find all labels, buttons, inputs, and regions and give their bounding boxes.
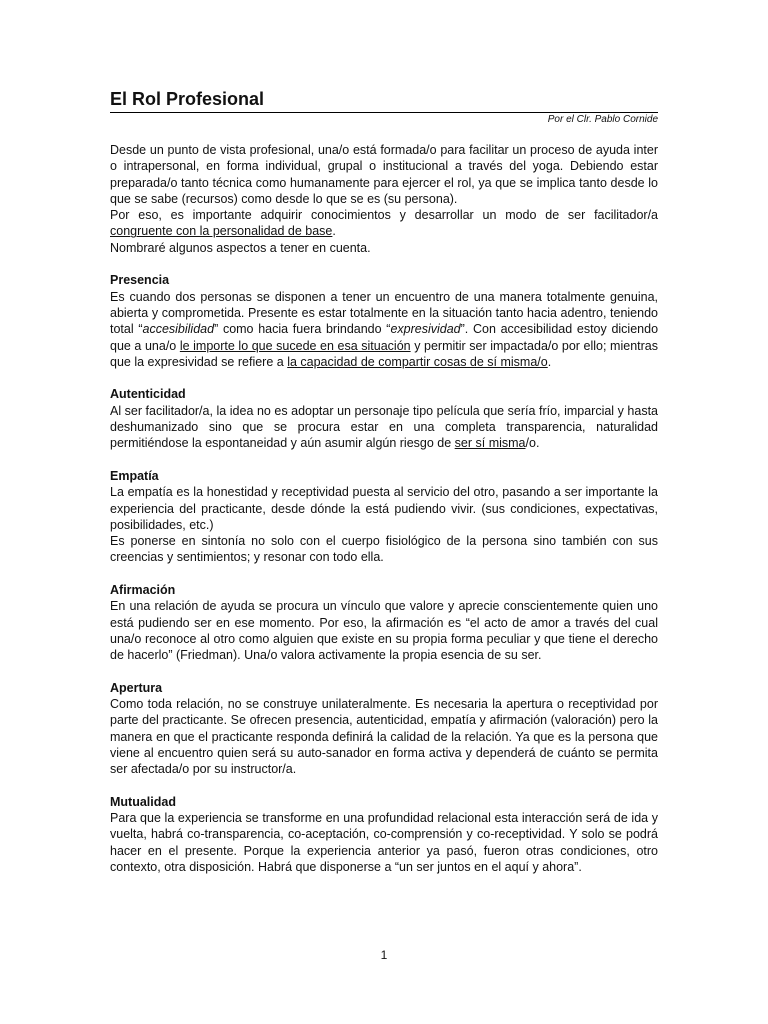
presencia-italic-2: expresividad (390, 322, 461, 337)
section-heading-presencia: Presencia (110, 273, 170, 288)
page-number: 1 (380, 948, 388, 962)
empatia-paragraph-1: La empatía es la honestidad y receptividad puesta al servicio del otro, pasando a ser importante la experiencia del practicante, desde dónde la está pudiendo vivir. (sus condiciones, expectativas, posibilidades, etc.) (110, 485, 658, 532)
mutualidad-paragraph: Para que la experiencia se transforme en una profundidad relacional esta interacción será de ida y vuelta, habrá co-transparencia, co-aceptación, co-comprensión y co-receptividad. Y solo se podrá hacer en el presente. Porque la experiencia anterior ya pasó, fueron otras condiciones, otro contexto, otra disposición. Habrá que disponerse a “un ser juntos en el aquí y ahora”. (110, 811, 658, 875)
presencia-text-1: Es cuando dos personas se disponen a tener un encuentro de una manera totalmente genuina, abierta y comprometida. Presente es estar totalmente en la situación tanto hacia adentro, teniendo total “ (110, 289, 658, 337)
section-heading-autenticidad: Autenticidad (110, 387, 186, 402)
autenticidad-text-1: Al ser facilitador/a, la idea no es adoptar un personaje tipo película que sería frío, imparcial y hasta deshumanizado sino que se procura estar en una completa transparencia, naturalidad permitiéndose la espontaneidad y aún asumir algún riesgo de (110, 403, 658, 451)
section-heading-afirmacion: Afirmación (110, 583, 176, 598)
presencia-text-4: y permitir ser impactada/o por ello; mientras que la expresividad se refiere a (110, 338, 658, 369)
afirmacion-paragraph: En una relación de ayuda se procura un vínculo que valore y aprecie conscientemente quien uno está pudiendo ser en ese momento. Por eso, la afirmación es “el acto de amor a través del cual una/o reconoce al otro como alguien que existe en su propia forma peculiar y que tiene el derecho de hacerlo” (Friedman). Una/o valora activamente la propia esencia de su ser. (110, 599, 658, 663)
document-title: El Rol Profesional (110, 88, 658, 113)
empatia-paragraph-2: Es ponerse en sintonía no solo con el cuerpo fisiológico de la persona sino también con sus creencias y sentimientos; y resonar con todo ella. (110, 534, 658, 565)
presencia-text-3: ”. Con accesibilidad estoy diciendo que a una/o (110, 322, 659, 353)
presencia-text-2: ” como hacia fuera brindando “ (214, 322, 391, 337)
document-page (110, 88, 658, 875)
presencia-paragraph (110, 289, 658, 370)
intro-paragraph-2 (110, 207, 658, 240)
autenticidad-underlined: ser sí misma (454, 436, 526, 451)
section-heading-apertura: Apertura (110, 680, 163, 695)
section-heading-empatia: Empatía (110, 468, 159, 483)
document-author: Por el Clr. Pablo Cornide (547, 114, 658, 125)
document-body (110, 142, 658, 875)
intro-p2-end: . (332, 224, 336, 239)
intro-paragraph-1: Desde un punto de vista profesional, una/o está formada/o para facilitar un proceso de ayuda inter o intrapersonal, en forma individual, grupal o institucional a través del yoga. Debiendo estar preparada/o tanto técnica como humanamente para ejercer el rol, ya que se implica tanto desde lo que se sabe (recursos) como desde lo que se es (su persona). (110, 143, 658, 206)
apertura-paragraph: Como toda relación, no se construye unilateralmente. Es necesaria la apertura o receptividad por parte del practicante. Se ofrecen presencia, autenticidad, empatía y afirmación (valoración) pero la manera en que el practicante responda definirá la calidad de la relación. Ya que es la persona que viene al encuentro quien será su auto-sanador en forma activa y dependerá de cuánto se permita ser afectada/o por su instructor/a. (110, 697, 658, 777)
autenticidad-paragraph (110, 403, 658, 452)
section-heading-mutualidad: Mutualidad (110, 794, 176, 809)
intro-paragraph-3: Nombraré algunos aspectos a tener en cuenta. (110, 240, 371, 255)
intro-p2-underlined: congruente con la personalidad de base (110, 224, 333, 239)
autenticidad-text-2: /o. (525, 436, 540, 451)
presencia-underlined-1: le importe lo que sucede en esa situación (179, 338, 411, 353)
intro-p2-text: Por eso, es importante adquirir conocimientos y desarrollar un modo de ser facilitador/a (110, 208, 658, 223)
presencia-text-5: . (547, 354, 552, 369)
presencia-italic-1: accesibilidad (142, 322, 215, 337)
presencia-underlined-2: la capacidad de compartir cosas de sí misma/o (287, 354, 548, 369)
